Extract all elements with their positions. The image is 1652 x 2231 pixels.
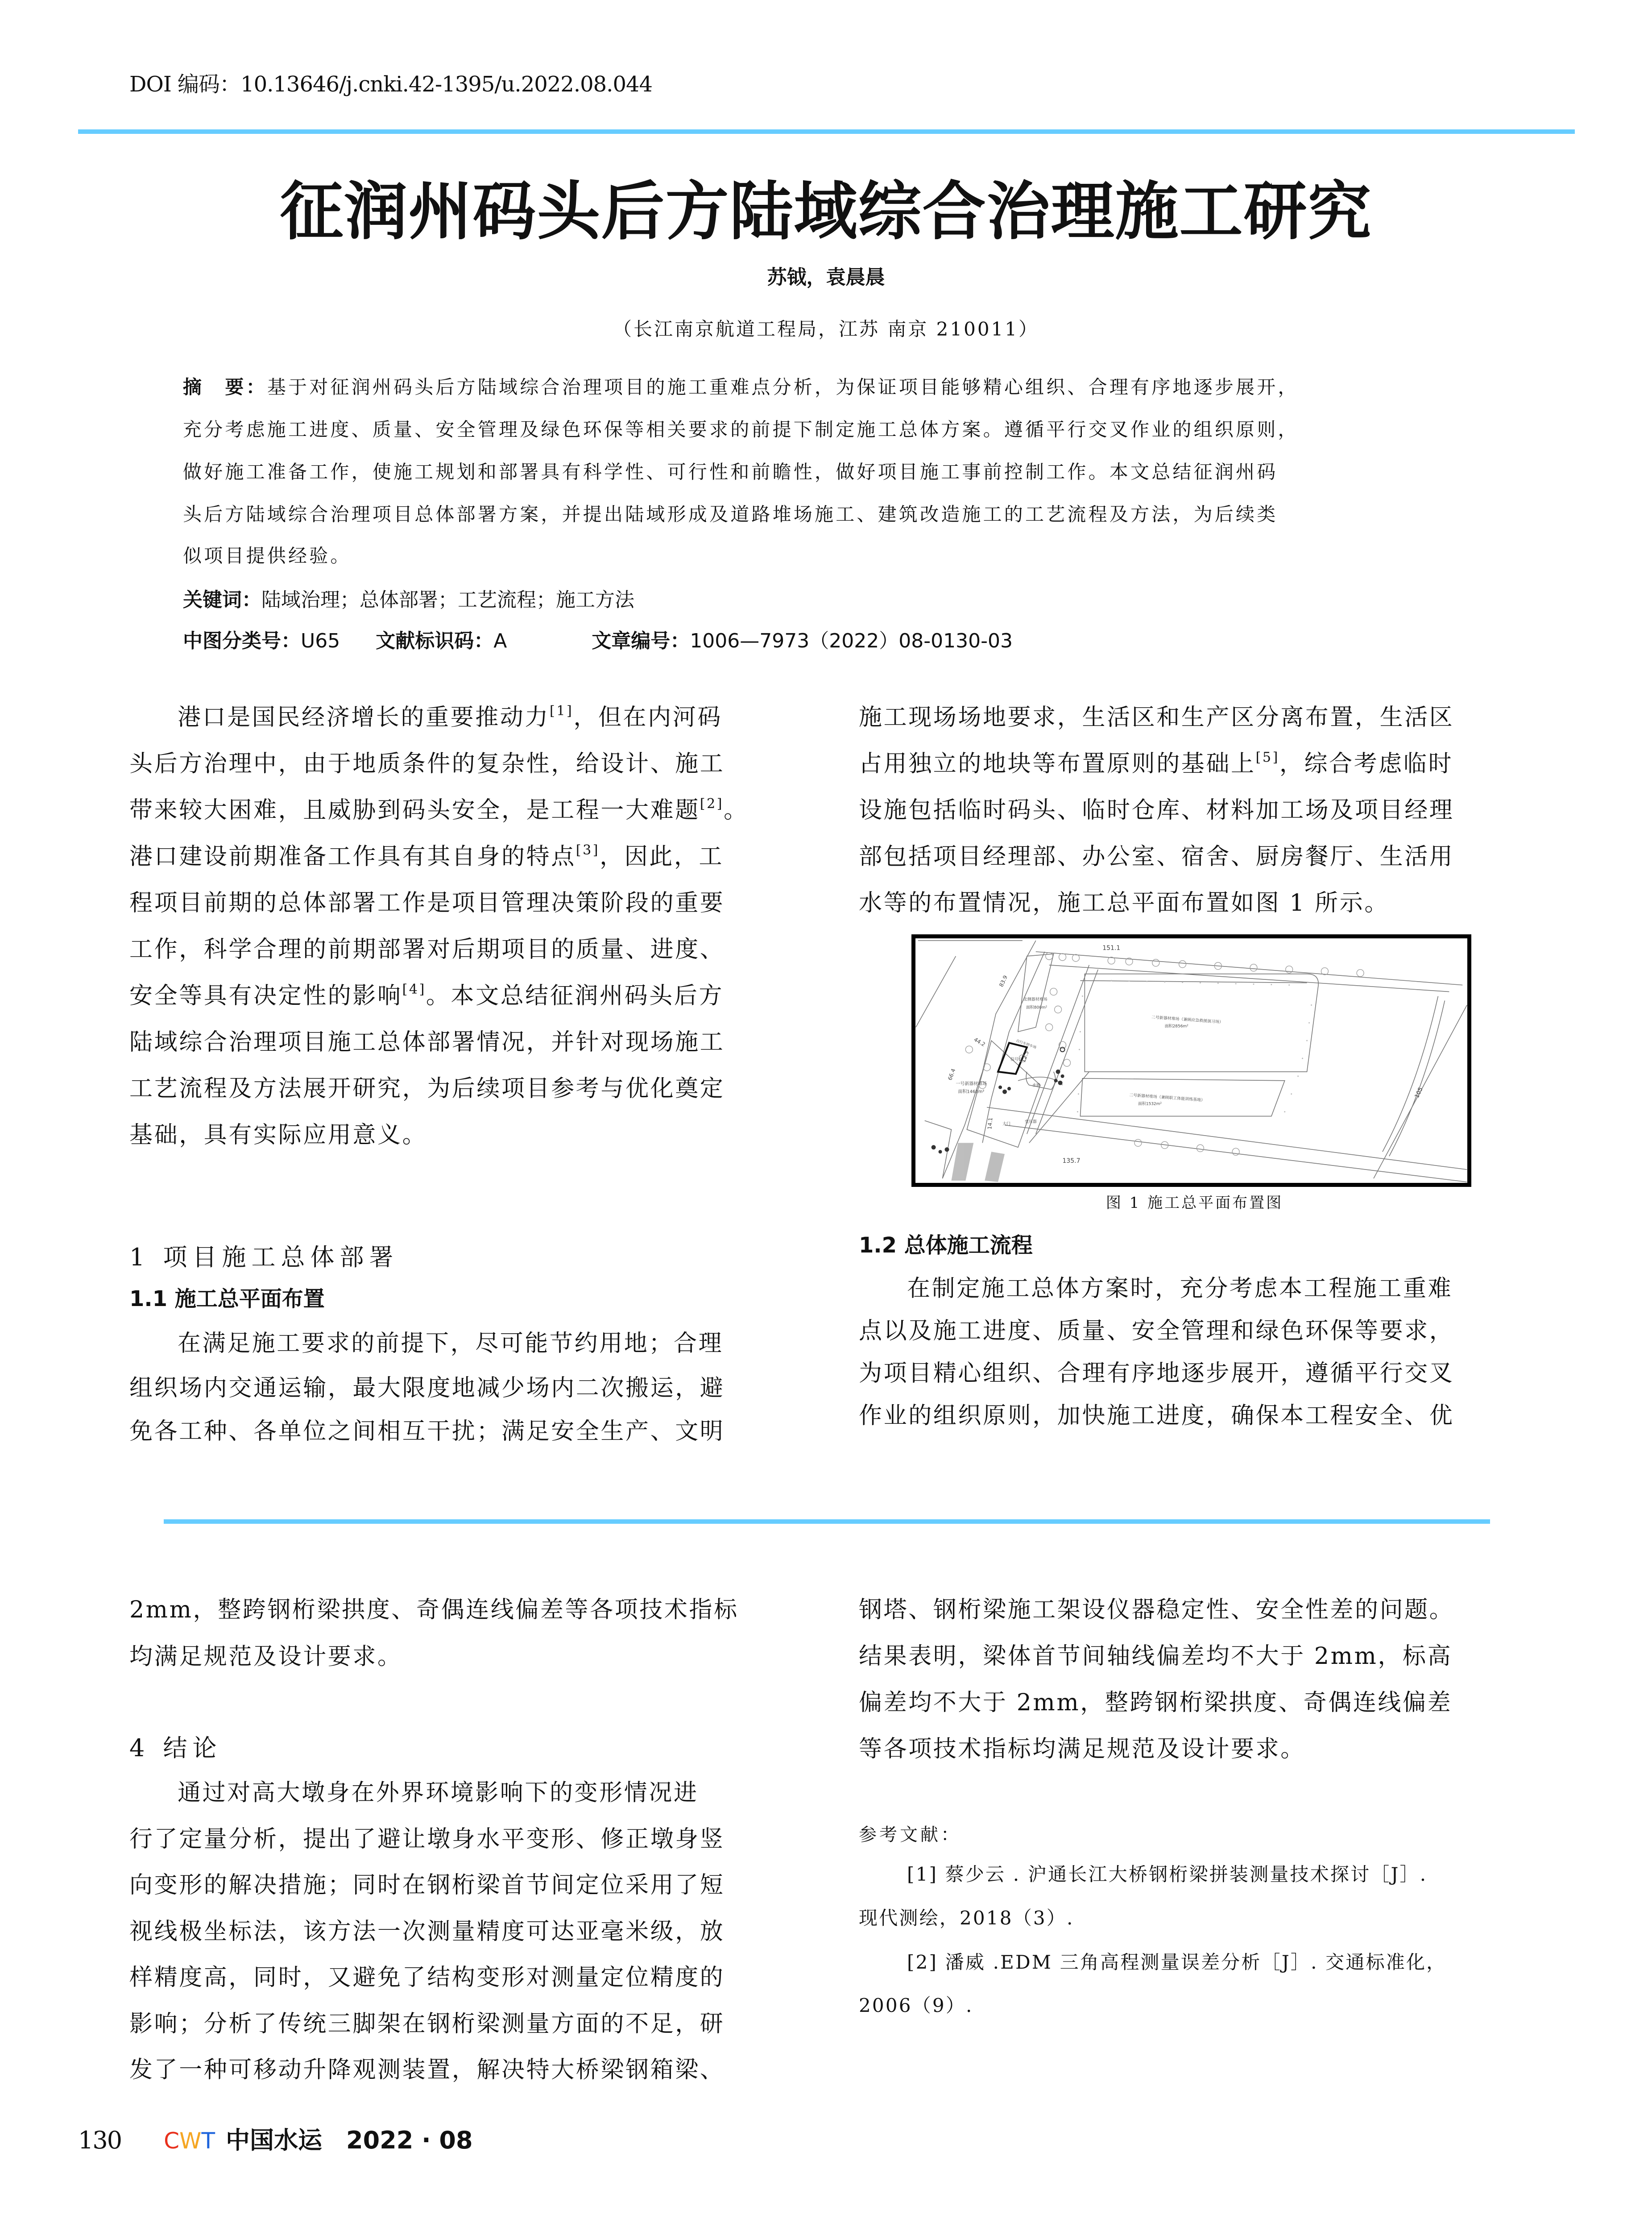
page-footer bbox=[78, 2126, 473, 2155]
body-text: 安全等具有决定性的影响 bbox=[129, 983, 402, 1009]
body-line bbox=[859, 745, 1453, 778]
middle-divider bbox=[164, 1519, 1490, 1524]
cwt-logo bbox=[164, 2128, 215, 2154]
pond-label: 水塘 bbox=[1032, 1083, 1040, 1088]
signal-label: 信号台 bbox=[1010, 1057, 1023, 1062]
body-text: 程项目前期的总体部署工作是项目管理决策阶段的重要 bbox=[129, 890, 725, 916]
body-line: 均满足规范及设计要求。 bbox=[129, 1643, 402, 1670]
issue-number: 2022 · 08 bbox=[346, 2126, 473, 2154]
reference-1-cont: 现代测绘，2018（3）. bbox=[859, 1907, 1074, 1929]
intro-line bbox=[129, 745, 725, 778]
abstract-line: 充分考虑施工进度、质量、安全管理及绿色环保等相关要求的前提下制定施工总体方案。遵循平行交叉作业的组织原则， bbox=[183, 419, 1299, 440]
citation-marker: [3] bbox=[576, 842, 600, 858]
dim-a: 83.9 bbox=[998, 974, 1009, 988]
body-line bbox=[859, 838, 1454, 871]
body-line: 点以及施工进度、质量、安全管理和绿色环保等要求， bbox=[859, 1318, 1454, 1344]
section-heading-1-2: 1.2 总体施工流程 bbox=[859, 1233, 1033, 1258]
keywords-value: 陆域治理；总体部署；工艺流程；施工方法 bbox=[261, 589, 634, 611]
site-layout-figure bbox=[911, 934, 1471, 1187]
body-text: 。本文总结征润州码头后方 bbox=[426, 983, 724, 1009]
intro-line bbox=[129, 884, 725, 917]
intro-line bbox=[129, 977, 724, 1010]
article-number-label: 文章编号： bbox=[592, 630, 690, 652]
body-text: 设施包括临时码头、临时仓库、材料加工场及项目经理 bbox=[859, 797, 1454, 824]
parking-label: 自行车停车场 bbox=[1015, 1038, 1037, 1050]
site-plan-drawing bbox=[915, 938, 1467, 1183]
intro-line bbox=[129, 1116, 427, 1149]
figure-caption: 图 1 施工总平面布置图 bbox=[1105, 1194, 1284, 1212]
body-line bbox=[859, 698, 1454, 732]
body-text: 工艺流程及方法展开研究，为后续项目参考与优化奠定 bbox=[129, 1075, 725, 1102]
doc-code-label: 文献标识码： bbox=[376, 630, 494, 652]
conclusion-line: 视线极坐标法，该方法一次测量精度可达亚毫米级，放 bbox=[129, 1918, 725, 1945]
gate-label: 大门 bbox=[1002, 1122, 1010, 1127]
classification-row bbox=[183, 625, 1013, 653]
body-text: 港口建设前期准备工作具有其自身的特点 bbox=[129, 843, 576, 870]
article-number-value: 1006—7973（2022）08-0130-03 bbox=[690, 630, 1013, 652]
conclusion-line: 影响；分析了传统三脚架在钢桁梁测量方面的不足，研 bbox=[129, 2010, 725, 2037]
abstract-line: 似项目提供经验。 bbox=[183, 545, 352, 567]
body-line: 组织场内交通运输，最大限度地减少场内二次搬运，避 bbox=[129, 1375, 725, 1402]
citation-marker: [5] bbox=[1255, 750, 1279, 765]
abstract-line: 头后方陆域综合治理项目总体部署方案，并提出陆域形成及道路堆场施工、建筑改造施工的工艺流程及方法，为后续类 bbox=[183, 503, 1278, 525]
conclusion-line: 向变形的解决措施；同时在钢桁梁首节间定位采用了短 bbox=[129, 1872, 725, 1899]
logo-letter-w: W bbox=[179, 2128, 202, 2154]
abstract-text: 基于对征润州码头后方陆域综合治理项目的施工重难点分析，为保证项目能够精心组织、合理有序地逐步展开， bbox=[267, 376, 1299, 398]
body-line: 在制定施工总体方案时，充分考虑本工程施工重难 bbox=[907, 1275, 1453, 1302]
body-text: 工作，科学合理的前期部署对后期项目的质量、进度、 bbox=[129, 936, 725, 963]
body-text: 陆域综合治理项目施工总体部署情况，并针对现场施工 bbox=[129, 1029, 725, 1056]
yard1-label: 一号新器材堆场 bbox=[956, 1081, 987, 1086]
affiliation: （长江南京航道工程局，江苏 南京 210011） bbox=[613, 318, 1039, 340]
intro-line bbox=[129, 1070, 725, 1103]
conclusion-line: 样精度高，同时，又避免了结构变形对测量定位精度的 bbox=[129, 1964, 725, 1991]
abstract-line bbox=[183, 373, 1299, 399]
body-line: 免各工种、各单位之间相互干扰；满足安全生产、文明 bbox=[129, 1418, 725, 1445]
intro-line bbox=[129, 1023, 725, 1057]
keywords bbox=[183, 584, 634, 612]
body-line bbox=[859, 791, 1454, 825]
body-text: 施工现场场地要求，生活区和生产区分离布置，生活区 bbox=[859, 704, 1454, 731]
clc-value: U65 bbox=[301, 630, 340, 652]
dim-right: 105 bbox=[1413, 1086, 1424, 1099]
citation-marker: [4] bbox=[402, 982, 426, 997]
body-line: 结果表明，梁体首节间轴线偏差均不大于 2mm，标高 bbox=[859, 1643, 1453, 1670]
reference-2-cont: 2006（9）. bbox=[859, 1995, 973, 2016]
body-text: 头后方治理中，由于地质条件的复杂性，给设计、施工 bbox=[129, 751, 725, 777]
doc-code-value: A bbox=[493, 630, 507, 652]
conclusion-line: 发了一种可移动升降观测装置，解决特大桥梁钢箱梁、 bbox=[129, 2057, 725, 2083]
yard2-area: 面积2856m² bbox=[1164, 1024, 1188, 1029]
reference-2: [2] 潘威 .EDM 三角高程测量误差分析［J］. 交通标准化， bbox=[907, 1951, 1447, 1973]
journal-name: 中国水运 bbox=[226, 2126, 322, 2154]
body-text: 。 bbox=[724, 797, 749, 824]
yard-small-label: 北侧器材堆场 bbox=[1023, 997, 1048, 1002]
dim-d: 12.5 bbox=[1020, 1050, 1030, 1064]
yard-small-area: 面积800m² bbox=[1026, 1005, 1048, 1010]
clc-label: 中图分类号： bbox=[183, 630, 301, 652]
body-text: 港口是国民经济增长的重要推动力 bbox=[178, 704, 550, 731]
authors: 苏钺，袁晨晨 bbox=[767, 266, 885, 289]
citation-marker: [1] bbox=[550, 703, 574, 719]
body-line: 钢塔、钢桁梁施工架设仪器稳定性、安全性差的问题。 bbox=[859, 1597, 1454, 1623]
body-line: 在满足施工要求的前提下，尽可能节约用地；合理 bbox=[178, 1330, 724, 1357]
citation-marker: [2] bbox=[700, 796, 724, 812]
logo-letter-c: C bbox=[164, 2128, 179, 2154]
section-heading-1: 1 项目施工总体部署 bbox=[129, 1243, 399, 1271]
intro-line bbox=[129, 698, 722, 732]
doi-line: DOI 编码：10.13646/j.cnki.42-1395/u.2022.08.044 bbox=[129, 72, 653, 97]
top-divider bbox=[78, 129, 1575, 134]
dim-bottom: 135.7 bbox=[1062, 1157, 1081, 1165]
body-text: 水等的布置情况，施工总平面布置如图 1 所示。 bbox=[859, 890, 1389, 916]
intro-line bbox=[129, 838, 724, 871]
body-line: 作业的组织原则，加快施工进度，确保本工程安全、优 bbox=[859, 1402, 1454, 1429]
yard2-label: 二号新器材堆场（兼顾应急救援演习场） bbox=[1151, 1015, 1224, 1025]
body-line: 为项目精心组织、合理有序地逐步展开，遵循平行交叉 bbox=[859, 1360, 1454, 1387]
intro-line bbox=[129, 930, 725, 964]
abstract-label: 摘 要： bbox=[183, 376, 267, 398]
intro-line bbox=[129, 791, 749, 825]
page-number: 130 bbox=[78, 2126, 122, 2154]
abstract-line: 做好施工准备工作，使施工规划和部署具有科学性、可行性和前瞻性，做好项目施工事前控制工作。本文总结征润州码 bbox=[183, 461, 1278, 483]
body-text: 带来较大困难，且威胁到码头安全，是工程一大难题 bbox=[129, 797, 700, 824]
conclusion-line: 通过对高大墩身在外界环境影响下的变形情况进 bbox=[178, 1779, 699, 1806]
logo-letter-t: T bbox=[201, 2128, 215, 2154]
dim-b: 44.2 bbox=[973, 1036, 986, 1048]
body-line: 2mm，整跨钢桁梁拱度、奇偶连线偏差等各项技术指标 bbox=[129, 1597, 739, 1623]
paper-title: 征润州码头后方陆域综合治理施工研究 bbox=[280, 174, 1372, 249]
transformer-label: 变压器 bbox=[1024, 1120, 1037, 1124]
body-text: 部包括项目经理部、办公室、宿舍、厨房餐厅、生活用 bbox=[859, 843, 1454, 870]
body-line: 等各项技术指标均满足规范及设计要求。 bbox=[859, 1736, 1305, 1762]
yard3-label: 二号新器材堆场（兼顾职工体能训练基地） bbox=[1129, 1093, 1205, 1103]
reference-1: [1] 蔡少云 . 沪通长江大桥钢桁梁拼装测量技术探讨［J］. bbox=[907, 1863, 1428, 1885]
references-title: 参考文献： bbox=[859, 1825, 961, 1845]
dim-c: 66.4 bbox=[947, 1068, 957, 1081]
section-heading-1-1: 1.1 施工总平面布置 bbox=[129, 1286, 325, 1311]
yard3-area: 面积1532m² bbox=[1138, 1102, 1162, 1107]
dim-top: 151.1 bbox=[1102, 944, 1121, 952]
body-text: ，因此，工 bbox=[600, 843, 724, 870]
body-line bbox=[859, 884, 1389, 917]
body-text: ，但在内河码 bbox=[573, 704, 722, 731]
conclusion-line: 行了定量分析，提出了避让墩身水平变形、修正墩身竖 bbox=[129, 1825, 725, 1853]
body-line: 偏差均不大于 2mm，整跨钢桁梁拱度、奇偶连线偏差 bbox=[859, 1689, 1453, 1716]
body-text: 占用独立的地块等布置原则的基础上 bbox=[859, 751, 1256, 777]
body-text: 基础，具有实际应用意义。 bbox=[129, 1122, 427, 1149]
yard1-area: 面积1461m² bbox=[958, 1089, 985, 1095]
section-heading-4: 4 结论 bbox=[129, 1734, 222, 1762]
dim-e: 14.1 bbox=[986, 1117, 994, 1130]
body-text: ，综合考虑临时 bbox=[1279, 751, 1453, 777]
keywords-label: 关键词： bbox=[183, 589, 261, 611]
